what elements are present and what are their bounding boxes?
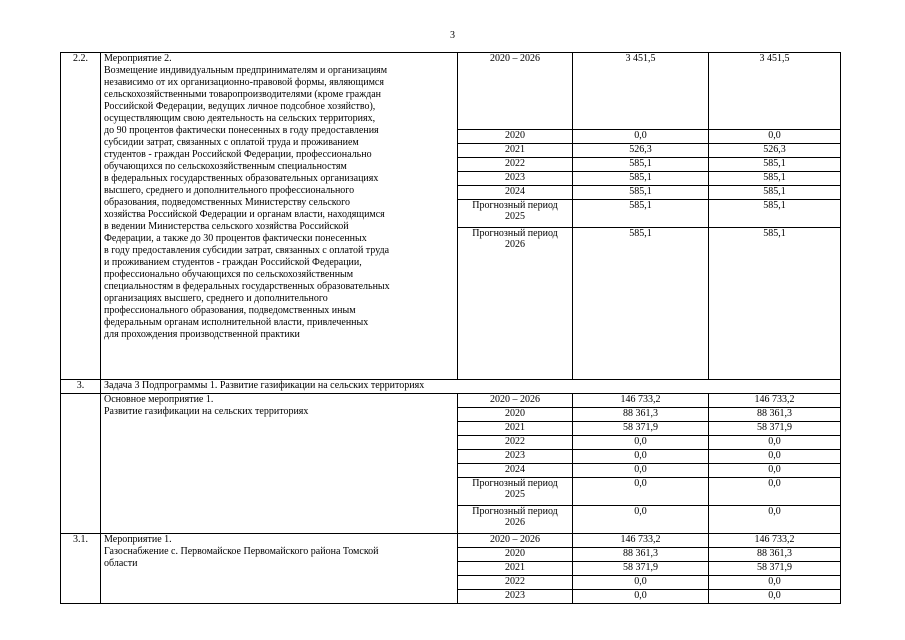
value-cell: 585,1 — [709, 158, 841, 172]
period-cell: 2020 — [458, 130, 573, 144]
value-cell: 0,0 — [573, 576, 709, 590]
value-cell: 0,0 — [709, 506, 841, 534]
period-cell: 2020 — [458, 408, 573, 422]
value-cell: 146 733,2 — [709, 394, 841, 408]
value-cell: 585,1 — [709, 172, 841, 186]
period-cell: 2023 — [458, 172, 573, 186]
desc-line: образования, подведомственных Министерству сельского — [104, 197, 351, 208]
value-cell: 0,0 — [709, 590, 841, 604]
value-cell: 0,0 — [709, 478, 841, 506]
period-cell — [458, 478, 573, 506]
value-cell: 0,0 — [573, 450, 709, 464]
period-cell: 2024 — [458, 186, 573, 200]
page-number: 3 — [450, 30, 455, 41]
row-number: 2.2. — [61, 53, 101, 380]
period-cell: 2023 — [458, 590, 573, 604]
desc-line: студентов - граждан Российской Федерации, профессионально — [104, 149, 372, 160]
value-cell: 0,0 — [573, 478, 709, 506]
value-cell: 585,1 — [709, 200, 841, 228]
budget-table — [60, 52, 841, 604]
period-year: 2026 — [505, 517, 525, 528]
period-cell: 2021 — [458, 562, 573, 576]
value-cell: 3 451,5 — [709, 53, 841, 130]
period-cell — [458, 228, 573, 380]
row-number: 3. — [61, 380, 101, 394]
value-cell: 88 361,3 — [709, 408, 841, 422]
desc-line: сельскохозяйственными товаропроизводителями (кроме граждан — [104, 89, 382, 100]
period-label: Прогнозный период — [472, 200, 558, 211]
desc-line: до 90 процентов фактически понесенных в году предоставления — [104, 125, 379, 136]
desc-line: Развитие газификации на сельских территориях — [104, 406, 309, 417]
value-cell: 58 371,9 — [709, 562, 841, 576]
value-cell: 146 733,2 — [573, 534, 709, 548]
activity-title: Мероприятие 2. — [104, 53, 172, 64]
value-cell: 88 361,3 — [573, 408, 709, 422]
table-row — [61, 534, 841, 548]
value-cell: 58 371,9 — [573, 422, 709, 436]
table-row — [61, 394, 841, 408]
value-cell: 0,0 — [573, 436, 709, 450]
value-cell: 0,0 — [573, 464, 709, 478]
desc-line: субсидии затрат, связанных с оплатой труда и проживанием — [104, 137, 359, 148]
table-row — [61, 380, 841, 394]
activity-description — [101, 394, 458, 534]
desc-line: и проживанием студентов - граждан Российской Федерации, — [104, 257, 362, 268]
period-year: 2026 — [505, 239, 525, 250]
value-cell: 3 451,5 — [573, 53, 709, 130]
value-cell: 526,3 — [573, 144, 709, 158]
desc-line: профессионально обучающихся по сельскохозяйственным — [104, 269, 354, 280]
period-label: Прогнозный период — [472, 478, 558, 489]
desc-line: в году предоставления субсидии затрат, связанных с оплатой труда — [104, 245, 390, 256]
desc-line: высшего, среднего и дополнительного профессионального — [104, 185, 355, 196]
value-cell: 0,0 — [573, 506, 709, 534]
value-cell: 0,0 — [709, 450, 841, 464]
period-cell: 2021 — [458, 144, 573, 158]
desc-line: в ведении Министерства сельского хозяйства Российской — [104, 221, 349, 232]
value-cell: 0,0 — [709, 436, 841, 450]
desc-line: Федерации, а также до 30 процентов фактически понесенных — [104, 233, 367, 244]
value-cell: 0,0 — [573, 130, 709, 144]
activity-title: Мероприятие 1. — [104, 534, 172, 545]
value-cell: 585,1 — [573, 200, 709, 228]
value-cell: 0,0 — [709, 576, 841, 590]
value-cell: 58 371,9 — [709, 422, 841, 436]
value-cell: 585,1 — [709, 228, 841, 380]
period-label: Прогнозный период — [472, 506, 558, 517]
task-title: Задача 3 Подпрограммы 1. Развитие газификации на сельских территориях — [101, 380, 841, 394]
value-cell: 88 361,3 — [573, 548, 709, 562]
desc-line: для прохождения производственной практики — [104, 329, 300, 340]
value-cell: 0,0 — [709, 130, 841, 144]
value-cell: 58 371,9 — [573, 562, 709, 576]
period-cell: 2021 — [458, 422, 573, 436]
activity-description — [101, 534, 458, 604]
period-cell: 2022 — [458, 158, 573, 172]
value-cell: 88 361,3 — [709, 548, 841, 562]
activity-description — [101, 53, 458, 380]
value-cell: 585,1 — [573, 172, 709, 186]
period-cell: 2020 – 2026 — [458, 394, 573, 408]
period-cell: 2020 – 2026 — [458, 534, 573, 548]
desc-line: осуществляющим свою деятельность на сельских территориях, — [104, 113, 376, 124]
row-number — [61, 394, 101, 534]
activity-title: Основное мероприятие 1. — [104, 394, 214, 405]
desc-line: Возмещение индивидуальным предпринимателям и организациям — [104, 65, 388, 76]
period-cell — [458, 506, 573, 534]
desc-line: в федеральных государственных образовательных организациях — [104, 173, 379, 184]
value-cell: 0,0 — [573, 590, 709, 604]
desc-line: Газоснабжение с. Первомайское Первомайского района Томской — [104, 546, 379, 557]
desc-line: профессионального образования, подведомственных иным — [104, 305, 356, 316]
row-number: 3.1. — [61, 534, 101, 604]
period-cell: 2024 — [458, 464, 573, 478]
desc-line: Российской Федерации, ведущих личное подсобное хозяйство), — [104, 101, 376, 112]
desc-line: обучающихся по сельскохозяйственным специальностям — [104, 161, 347, 172]
desc-line: федеральным органам исполнительной власти, привлеченных — [104, 317, 369, 328]
value-cell: 585,1 — [573, 228, 709, 380]
period-cell: 2020 — [458, 548, 573, 562]
desc-line: организациях высшего, среднего и дополнительного — [104, 293, 328, 304]
value-cell: 526,3 — [709, 144, 841, 158]
period-cell: 2023 — [458, 450, 573, 464]
desc-line: специальностям в федеральных государственных образовательных — [104, 281, 390, 292]
desc-line: независимо от их организационно-правовой формы, являющимся — [104, 77, 384, 88]
period-year: 2025 — [505, 489, 525, 500]
desc-line: области — [104, 558, 138, 569]
period-cell — [458, 200, 573, 228]
table-row — [61, 53, 841, 130]
period-label: Прогнозный период — [472, 228, 558, 239]
value-cell: 585,1 — [573, 158, 709, 172]
value-cell: 585,1 — [709, 186, 841, 200]
value-cell: 146 733,2 — [709, 534, 841, 548]
value-cell: 146 733,2 — [573, 394, 709, 408]
period-cell: 2022 — [458, 576, 573, 590]
period-year: 2025 — [505, 211, 525, 222]
period-cell: 2020 – 2026 — [458, 53, 573, 130]
value-cell: 585,1 — [573, 186, 709, 200]
desc-line: хозяйства Российской Федерации и органам власти, находящимся — [104, 209, 385, 220]
value-cell: 0,0 — [709, 464, 841, 478]
period-cell: 2022 — [458, 436, 573, 450]
